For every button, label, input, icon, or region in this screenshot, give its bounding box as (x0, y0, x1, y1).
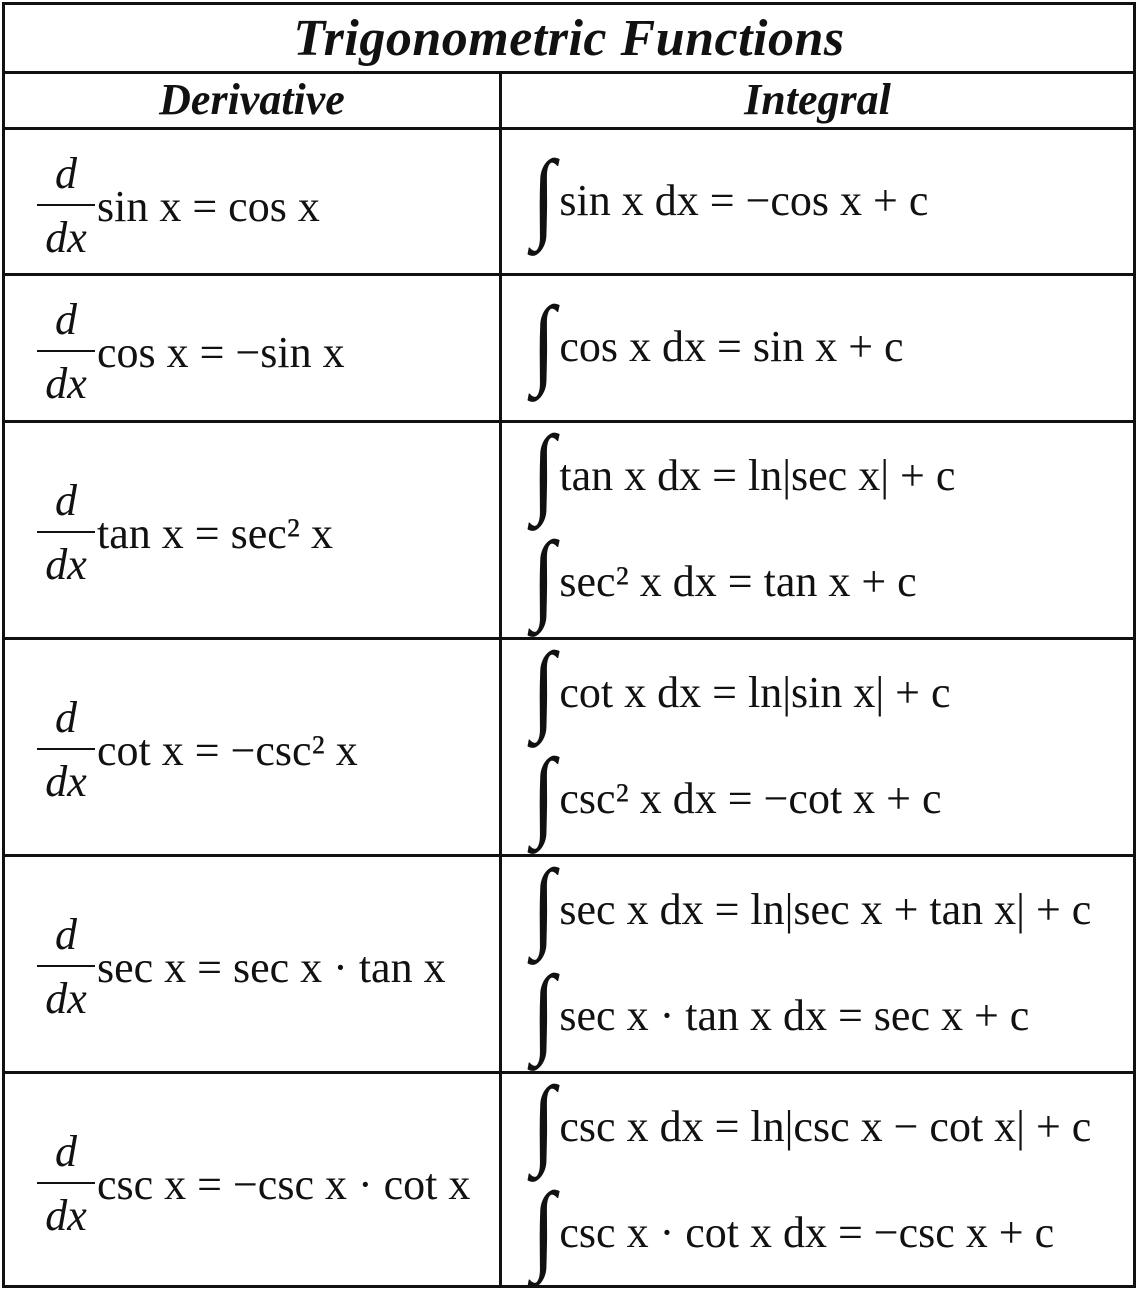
integral-cell (502, 130, 1133, 273)
table-row-sec (5, 849, 1133, 1074)
d-dx-fraction: $\frac{d}{dx}$ (37, 479, 95, 587)
derivative-cell (5, 130, 502, 273)
integral-formula (530, 1172, 1055, 1283)
derivative-cell (5, 423, 502, 637)
integral-sign: ∫ (532, 286, 556, 397)
integral-formula (530, 140, 929, 251)
integral-header: Integral (744, 74, 891, 124)
integral-sign: ∫ (532, 521, 556, 632)
d-dx-fraction: $\frac{d}{dx}$ (37, 1130, 95, 1238)
integral-expression: tan x dx = ln|sec x| + c (559, 450, 956, 500)
integral-sign: ∫ (532, 955, 556, 1066)
integral-sign: ∫ (532, 1172, 556, 1283)
integral-formula (530, 738, 942, 849)
table-title: Trigonometric Functions (293, 9, 845, 67)
table-row-tan (5, 415, 1133, 640)
derivative-formula (37, 693, 358, 806)
table-row-cos (5, 276, 1133, 423)
integral-formula (530, 849, 1092, 960)
integral-expression: csc x dx = ln|csc x − cot x| + c (559, 1101, 1092, 1151)
derivative-expression: cot x = −csc² x (97, 725, 358, 775)
table-row-csc (5, 1066, 1133, 1288)
table-row-sin (5, 130, 1133, 276)
table-row-cot (5, 632, 1133, 857)
derivative-formula (37, 476, 333, 589)
integral-expression: sin x dx = −cos x + c (559, 175, 929, 225)
derivative-formula (37, 1127, 471, 1240)
integral-formula (530, 955, 1030, 1066)
integral-formula (530, 521, 917, 632)
integral-expression: sec² x dx = tan x + c (559, 556, 917, 606)
trig-functions-table (2, 2, 1136, 1288)
derivative-cell (5, 857, 502, 1071)
derivative-expression: sec x = sec x · tan x (97, 942, 446, 992)
integral-cell (502, 632, 1133, 854)
derivative-expression: cos x = −sin x (97, 327, 345, 377)
integral-sign: ∫ (532, 140, 556, 251)
d-dx-fraction: $\frac{d}{dx}$ (37, 913, 95, 1021)
integral-expression: sec x · tan x dx = sec x + c (559, 990, 1030, 1040)
d-dx-fraction: $\frac{d}{dx}$ (37, 298, 95, 406)
derivative-expression: csc x = −csc x · cot x (97, 1159, 471, 1209)
integral-sign: ∫ (532, 738, 556, 849)
derivative-cell (5, 1074, 502, 1288)
table-title-row (5, 5, 1133, 74)
integral-expression: csc² x dx = −cot x + c (559, 773, 942, 823)
integral-formula (530, 286, 904, 397)
integral-expression: cos x dx = sin x + c (559, 321, 904, 371)
integral-formula (530, 415, 956, 526)
integral-expression: csc x · cot x dx = −csc x + c (559, 1207, 1055, 1257)
derivative-formula (37, 910, 446, 1023)
table-header-row (5, 71, 1133, 130)
integral-cell (502, 276, 1133, 420)
integral-sign: ∫ (532, 849, 556, 960)
derivative-header: Derivative (5, 71, 502, 127)
integral-sign: ∫ (532, 415, 556, 526)
d-dx-fraction: $\frac{d}{dx}$ (37, 696, 95, 804)
derivative-formula (37, 149, 320, 262)
derivative-expression: tan x = sec² x (97, 508, 333, 558)
derivative-cell (5, 276, 502, 420)
integral-cell (502, 849, 1133, 1071)
d-dx-fraction: $\frac{d}{dx}$ (37, 152, 95, 260)
integral-sign: ∫ (532, 632, 556, 743)
integral-sign: ∫ (532, 1066, 556, 1177)
integral-expression: sec x dx = ln|sec x + tan x| + c (559, 884, 1092, 934)
derivative-formula (37, 295, 345, 408)
derivative-cell (5, 640, 502, 854)
integral-expression: cot x dx = ln|sin x| + c (559, 667, 951, 717)
derivative-expression: sin x = cos x (97, 181, 320, 231)
integral-formula (530, 1066, 1092, 1177)
integral-cell (502, 1066, 1133, 1288)
integral-cell (502, 415, 1133, 637)
integral-formula (530, 632, 951, 743)
